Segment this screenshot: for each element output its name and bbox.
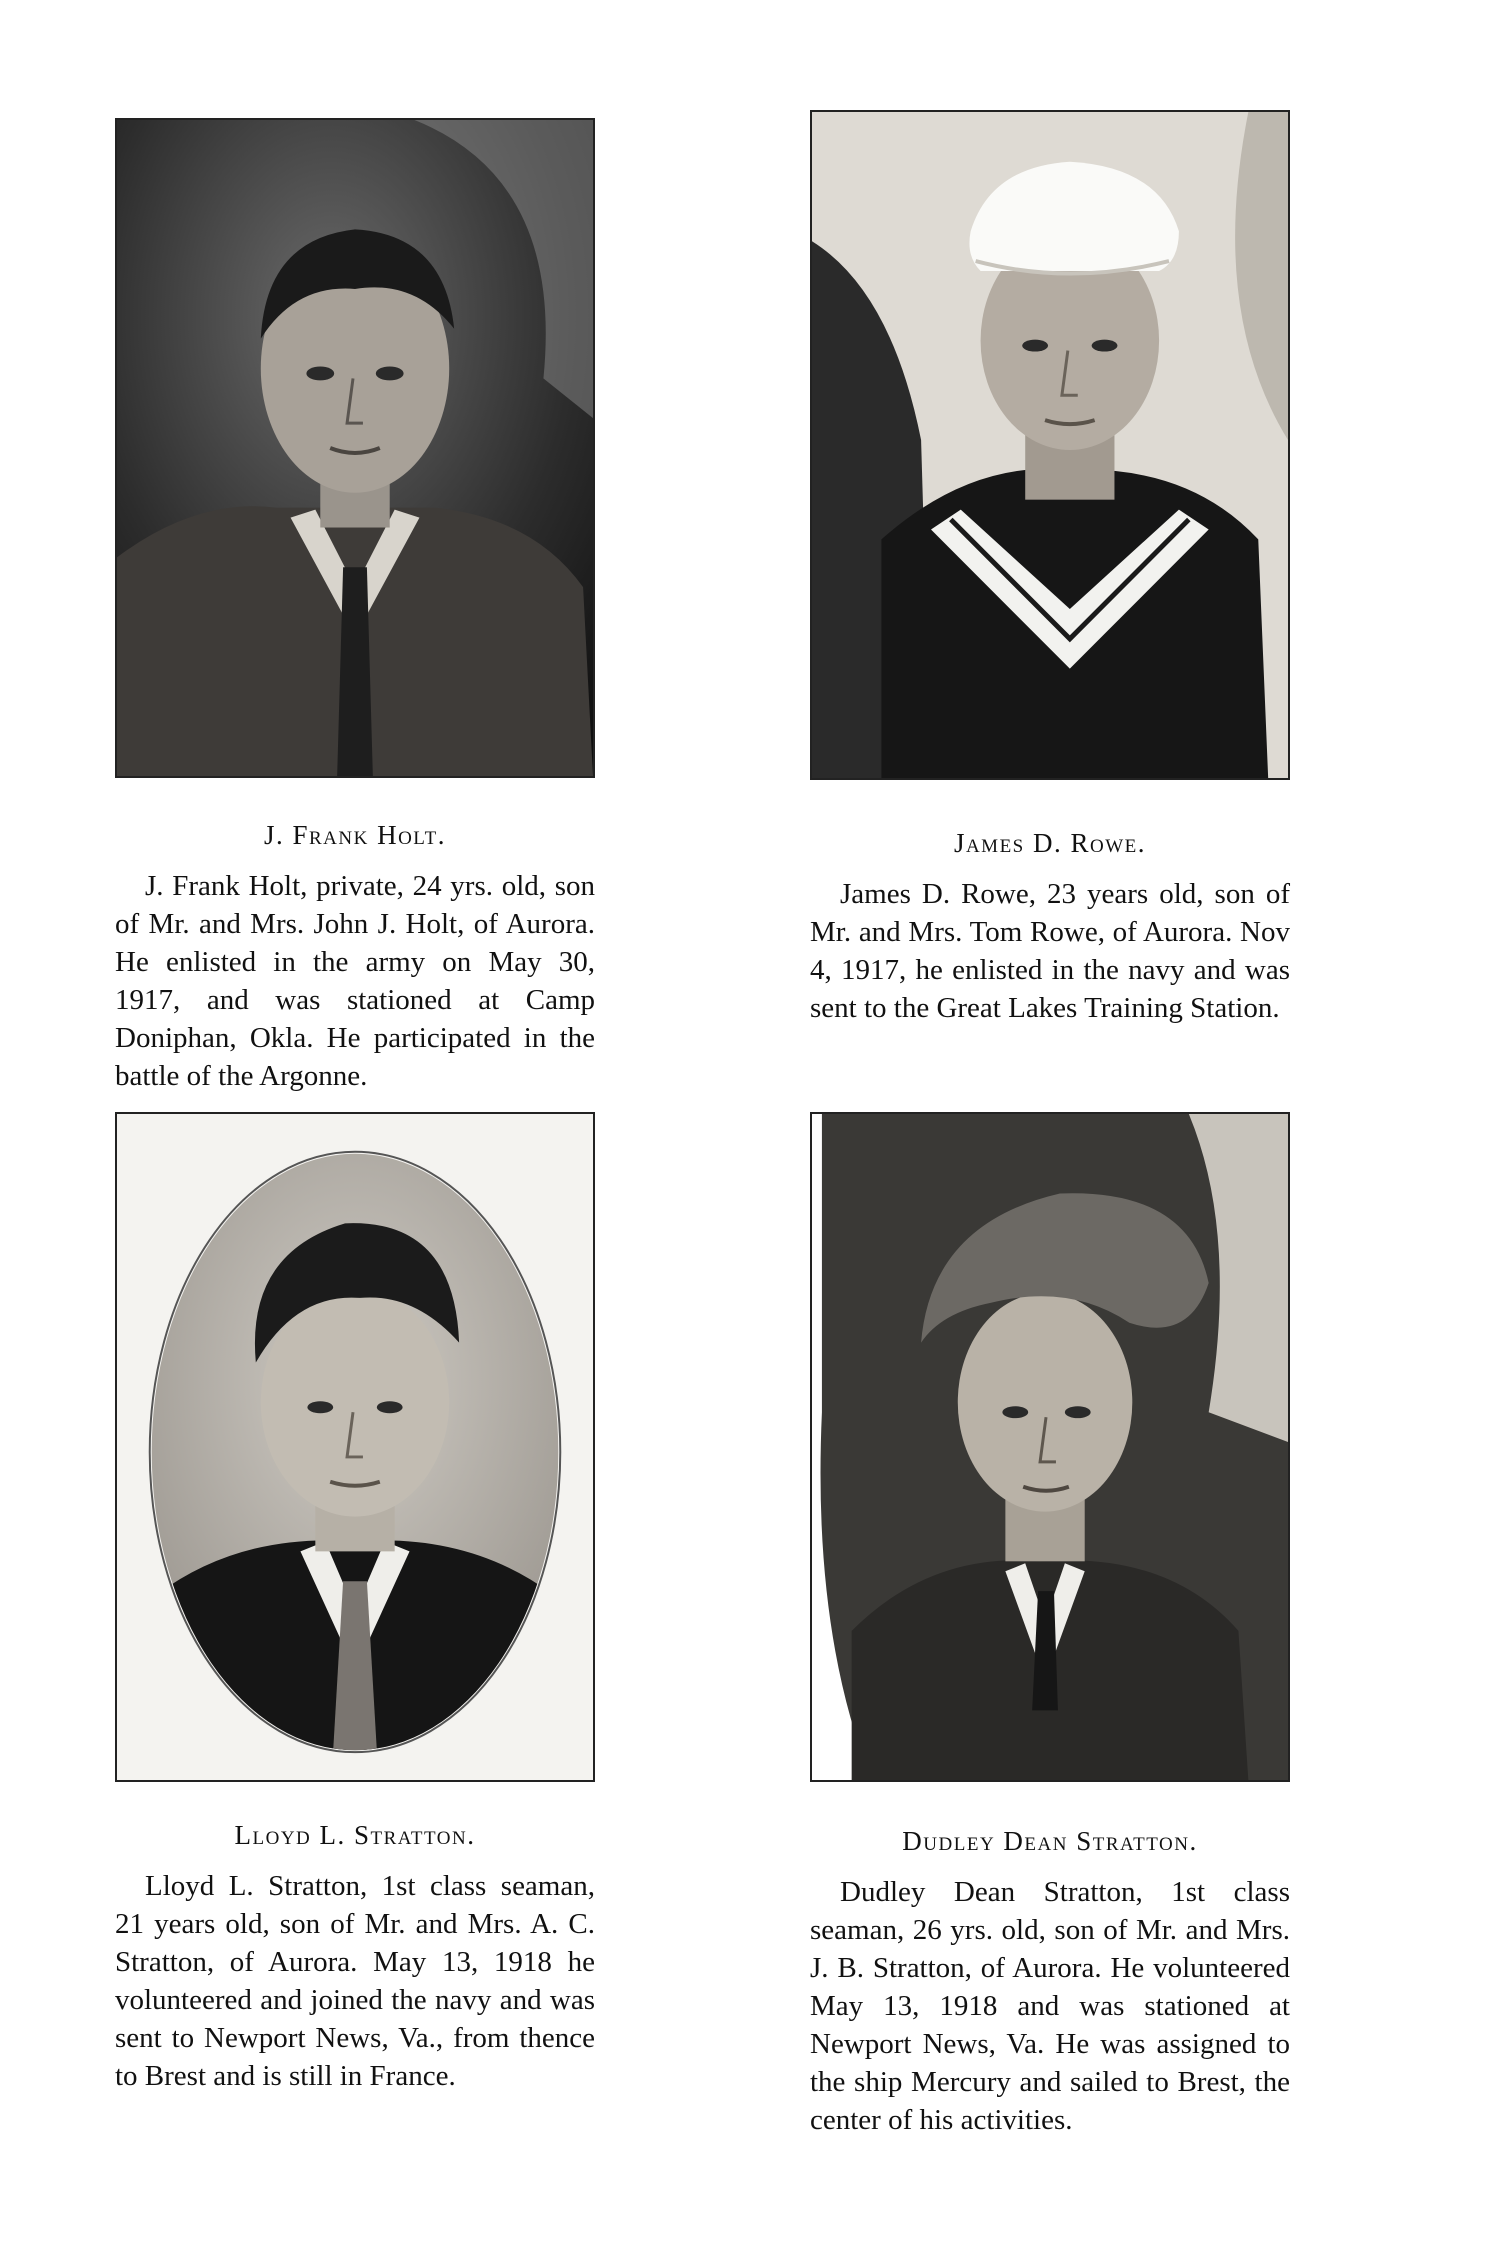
soldier-bio: J. Frank Holt, private, 24 yrs. old, son of Mr. and Mrs. John J. Holt, of Aurora. He enlisted in the army on May 30, 1917, and was stationed at Camp Doniphan, Okla. He participated in the battle of the Argonne. <box>115 870 595 1092</box>
soldier-name: Dudley Dean Stratton. <box>902 1826 1198 1856</box>
portrait-photo <box>115 1112 595 1782</box>
portrait-lloyd-stratton <box>117 1114 593 1780</box>
portrait-rowe <box>812 112 1288 778</box>
entry-holt <box>115 118 595 1095</box>
portrait-photo <box>810 1112 1290 1782</box>
portrait-dudley-stratton <box>812 1114 1288 1780</box>
soldier-name: Lloyd L. Stratton. <box>234 1820 476 1850</box>
portrait-photo <box>810 110 1290 780</box>
soldier-bio: Lloyd L. Stratton, 1st class seaman, 21 years old, son of Mr. and Mrs. A. C. Stratton, of Aurora. May 13, 1918 he volunteered and joined the navy and was sent to Newport News, Va., from thence to Brest and is still in France. <box>115 1870 595 2092</box>
portrait-holt <box>117 120 593 776</box>
soldier-name: J. Frank Holt. <box>263 820 447 850</box>
entry-rowe <box>810 110 1290 1027</box>
soldier-bio: James D. Rowe, 23 years old, son of Mr. and Mrs. Tom Rowe, of Aurora. Nov 4, 1917, he enlisted in the navy and was sent to the Great Lakes Training Station. <box>810 878 1290 1024</box>
soldier-name: James D. Rowe. <box>953 828 1147 858</box>
portrait-photo <box>115 118 595 778</box>
entry-dudley-stratton <box>810 1112 1290 2139</box>
soldier-bio: Dudley Dean Stratton, 1st class seaman, 26 yrs. old, son of Mr. and Mrs. J. B. Stratton, of Aurora. He volunteered May 13, 1918 and was stationed at Newport News, Va. He was assigned to the ship Mercury and sailed to Brest, the center of his activities. <box>810 1876 1290 2136</box>
entry-lloyd-stratton <box>115 1112 595 2095</box>
